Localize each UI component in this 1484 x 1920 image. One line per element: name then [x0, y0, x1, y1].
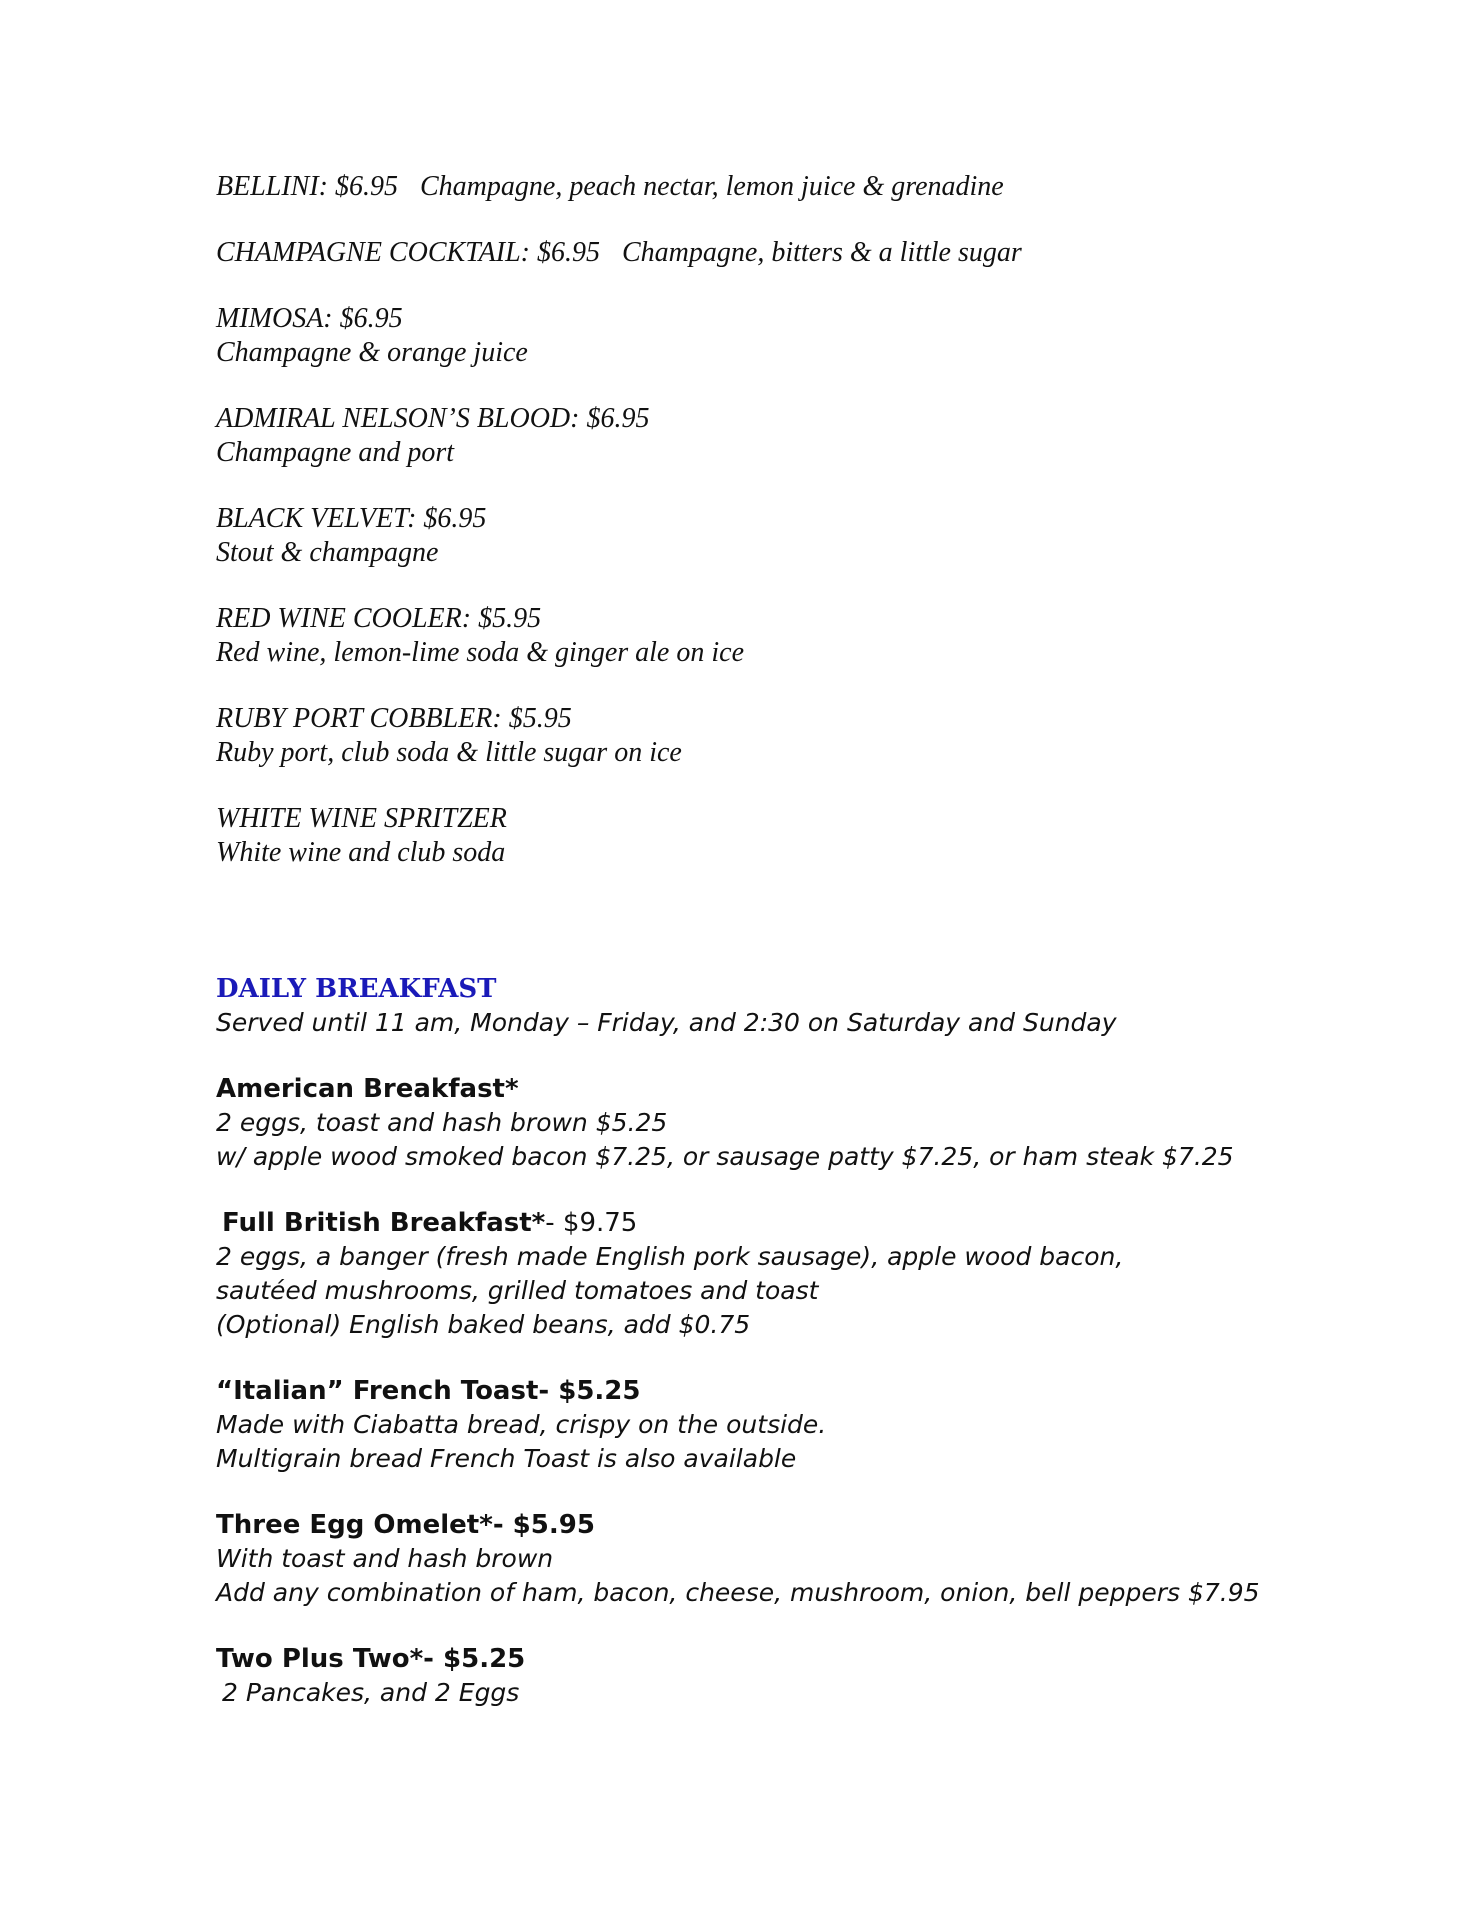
drink-description: Champagne & orange juice	[216, 337, 528, 368]
drink-name: RUBY PORT COBBLER: $5.95	[216, 703, 572, 734]
drink-name: CHAMPAGNE COCKTAIL: $6.95	[216, 237, 600, 268]
drink-name: ADMIRAL NELSON’S BLOOD: $6.95	[216, 403, 650, 434]
breakfast-section	[216, 972, 1366, 1710]
drinks-list	[216, 170, 1366, 870]
drink-description: White wine and club soda	[216, 837, 506, 868]
item-title: Three Egg Omelet*- $5.95	[216, 1510, 595, 1540]
item-description: sautéed mushrooms, grilled tomatoes and toast	[216, 1276, 819, 1305]
item-title: American Breakfast*	[216, 1074, 519, 1104]
item-title: Two Plus Two*- $5.25	[216, 1644, 526, 1674]
drink-name: BLACK VELVET: $6.95	[216, 503, 487, 534]
drink-description: Champagne, bitters & a little sugar	[622, 237, 1022, 268]
drink-item	[216, 402, 1366, 470]
drink-description: Champagne and port	[216, 437, 454, 468]
drink-item	[216, 302, 1366, 370]
drink-description: Ruby port, club soda & little sugar on ice	[216, 737, 682, 768]
menu-item	[216, 1508, 1366, 1610]
drink-name: WHITE WINE SPRITZER	[216, 803, 507, 834]
item-description: (Optional) English baked beans, add $0.75	[216, 1310, 751, 1339]
item-description: w/ apple wood smoked bacon $7.25, or sausage patty $7.25, or ham steak $7.25	[216, 1142, 1234, 1171]
item-description: 2 eggs, toast and hash brown $5.25	[216, 1108, 668, 1137]
drink-name: BELLINI: $6.95	[216, 171, 398, 202]
item-title: “Italian” French Toast- $5.25	[216, 1376, 641, 1406]
drink-description: Red wine, lemon-lime soda & ginger ale on ice	[216, 637, 744, 668]
item-description: 2 Pancakes, and 2 Eggs	[222, 1678, 520, 1707]
item-description: With toast and hash brown	[216, 1544, 554, 1573]
item-price: - $9.75	[545, 1208, 638, 1238]
section-spacer	[216, 902, 1366, 972]
item-description: Made with Ciabatta bread, crispy on the outside.	[216, 1410, 827, 1439]
drink-name: RED WINE COOLER: $5.95	[216, 603, 542, 634]
drink-item	[216, 802, 1366, 870]
menu-item	[216, 1374, 1366, 1476]
section-title: DAILY BREAKFAST	[216, 974, 497, 1004]
drink-name: MIMOSA: $6.95	[216, 303, 403, 334]
item-description: Add any combination of ham, bacon, cheese, mushroom, onion, bell peppers $7.95	[216, 1578, 1260, 1607]
menu-page	[216, 170, 1366, 1742]
item-title: Full British Breakfast*	[222, 1208, 546, 1238]
drink-item	[216, 236, 1366, 270]
drink-item	[216, 702, 1366, 770]
drink-item	[216, 170, 1366, 204]
item-title-row	[216, 1206, 1366, 1240]
menu-item	[216, 1642, 1366, 1710]
menu-item	[216, 1072, 1366, 1174]
item-description: 2 eggs, a banger (fresh made English pork sausage), apple wood bacon,	[216, 1242, 1124, 1271]
section-subtitle: Served until 11 am, Monday – Friday, and 2:30 on Saturday and Sunday	[216, 1008, 1117, 1037]
item-description: Multigrain bread French Toast is also available	[216, 1444, 797, 1473]
menu-item	[216, 1206, 1366, 1342]
drink-description: Stout & champagne	[216, 537, 439, 568]
drink-item	[216, 502, 1366, 570]
drink-description: Champagne, peach nectar, lemon juice & grenadine	[420, 171, 1004, 202]
drink-item	[216, 602, 1366, 670]
